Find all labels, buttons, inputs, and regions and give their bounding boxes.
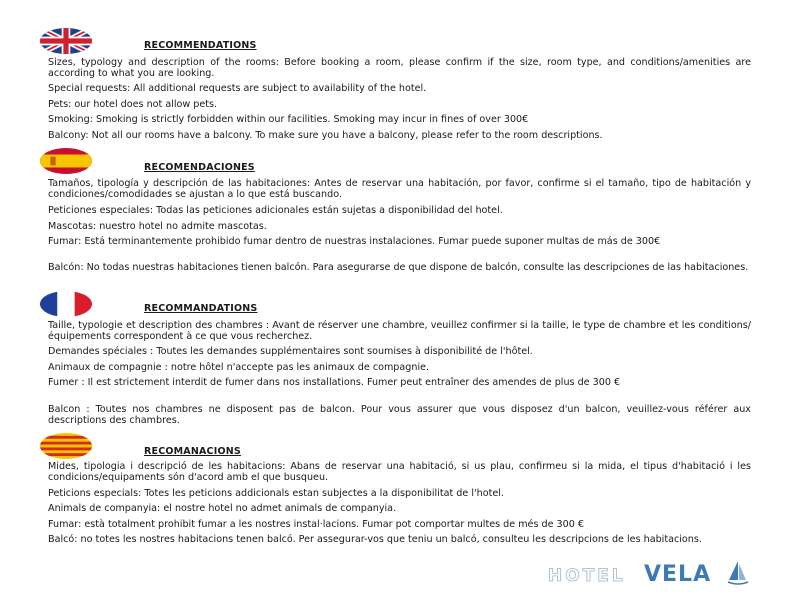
- paragraph: Peticiones especiales: Todas las peticiones adicionales están sujetas a disponibilidad del hotel.: [48, 205, 503, 216]
- paragraph: Mides, tipologia i descripció de les habitacions: Abans de reservar una habitació, si us plau, confirmeu si la mida, el tipus d'habitació i les condicions/equipaments són d'acord amb el que busqueu.: [48, 461, 751, 483]
- paragraph: Fumer : Il est strictement interdit de fumer dans nos installations. Fumer peut entraîner des amendes de plus de 300 €: [48, 377, 621, 388]
- paragraph: Balcó: no totes les nostres habitacions tenen balcó. Per assegurar-vos que teniu un balcó, consulteu les descripcions de les habitacions.: [48, 534, 702, 545]
- uk-flag-icon: [40, 28, 92, 54]
- paragraph: Fumar: està totalment prohibit fumar a les nostres instal·lacions. Fumar pot comportar multes de més de 300 €: [48, 519, 585, 530]
- paragraph: Tamaños, tipología y descripción de las habitaciones: Antes de reservar una habitación, por favor, confirme si el tamaño, tipo de habitación y condiciones/comodidades se ajustan a lo que está buscando.: [48, 178, 751, 200]
- paragraph: Demandes spéciales : Toutes les demandes supplémentaires sont soumises à disponibilité de l'hôtel.: [48, 346, 533, 357]
- paragraph: Mascotas: nuestro hotel no admite mascotas.: [48, 221, 267, 232]
- paragraph: Pets: our hotel does not allow pets.: [48, 99, 218, 110]
- paragraph: Balcony: Not all our rooms have a balcony. To make sure you have a balcony, please refer to the room descriptions.: [48, 130, 603, 141]
- paragraph: Fumar: Está terminantemente prohibido fumar dentro de nuestras instalaciones. Fumar puede suponer multas de más de 300€: [48, 236, 661, 247]
- section-heading: RECOMENDACIONES: [144, 162, 255, 173]
- paragraph: Animals de companyia: el nostre hotel no admet animals de companyia.: [48, 503, 397, 514]
- paragraph: Taille, typologie et description des chambres : Avant de réserver une chambre, veuillez confirmer si la taille, le type de chambre et les conditions/équipements correspondent à ce que vous recherchez.: [48, 320, 751, 342]
- hotel-vela-logo: [548, 560, 758, 590]
- catalonia-flag-icon: [40, 433, 92, 459]
- section-heading: RECOMMANDATIONS: [144, 303, 258, 314]
- paragraph: Balcon : Toutes nos chambres ne disposent pas de balcon. Pour vous assurer que vous disposez d'un balcon, veuillez-vous référer aux descriptions des chambres.: [48, 404, 751, 426]
- sail-icon: [726, 560, 750, 586]
- logo-word-hotel: HOTEL: [548, 566, 626, 586]
- spain-flag-icon: [40, 148, 92, 174]
- paragraph: Smoking: Smoking is strictly forbidden within our facilities. Smoking may incur in fines of over 300€: [48, 114, 529, 125]
- logo-word-vela: VELA: [644, 562, 712, 587]
- section-heading: RECOMMENDATIONS: [144, 40, 257, 51]
- france-flag-icon: [40, 291, 92, 317]
- paragraph: Sizes, typology and description of the rooms: Before booking a room, please confirm if the size, room type, and conditions/amenities are according to what you are looking.: [48, 57, 751, 79]
- paragraph: Animaux de compagnie : notre hôtel n'accepte pas les animaux de compagnie.: [48, 362, 430, 373]
- paragraph: Special requests: All additional requests are subject to availability of the hotel.: [48, 83, 427, 94]
- paragraph: Peticions especials: Totes les peticions addicionals estan subjectes a la disponibilitat de l'hotel.: [48, 488, 504, 499]
- paragraph: Balcón: No todas nuestras habitaciones tienen balcón. Para asegurarse de que dispone de balcón, consulte las descripciones de las habitaciones.: [48, 262, 749, 273]
- section-heading: RECOMANACIONS: [144, 446, 241, 457]
